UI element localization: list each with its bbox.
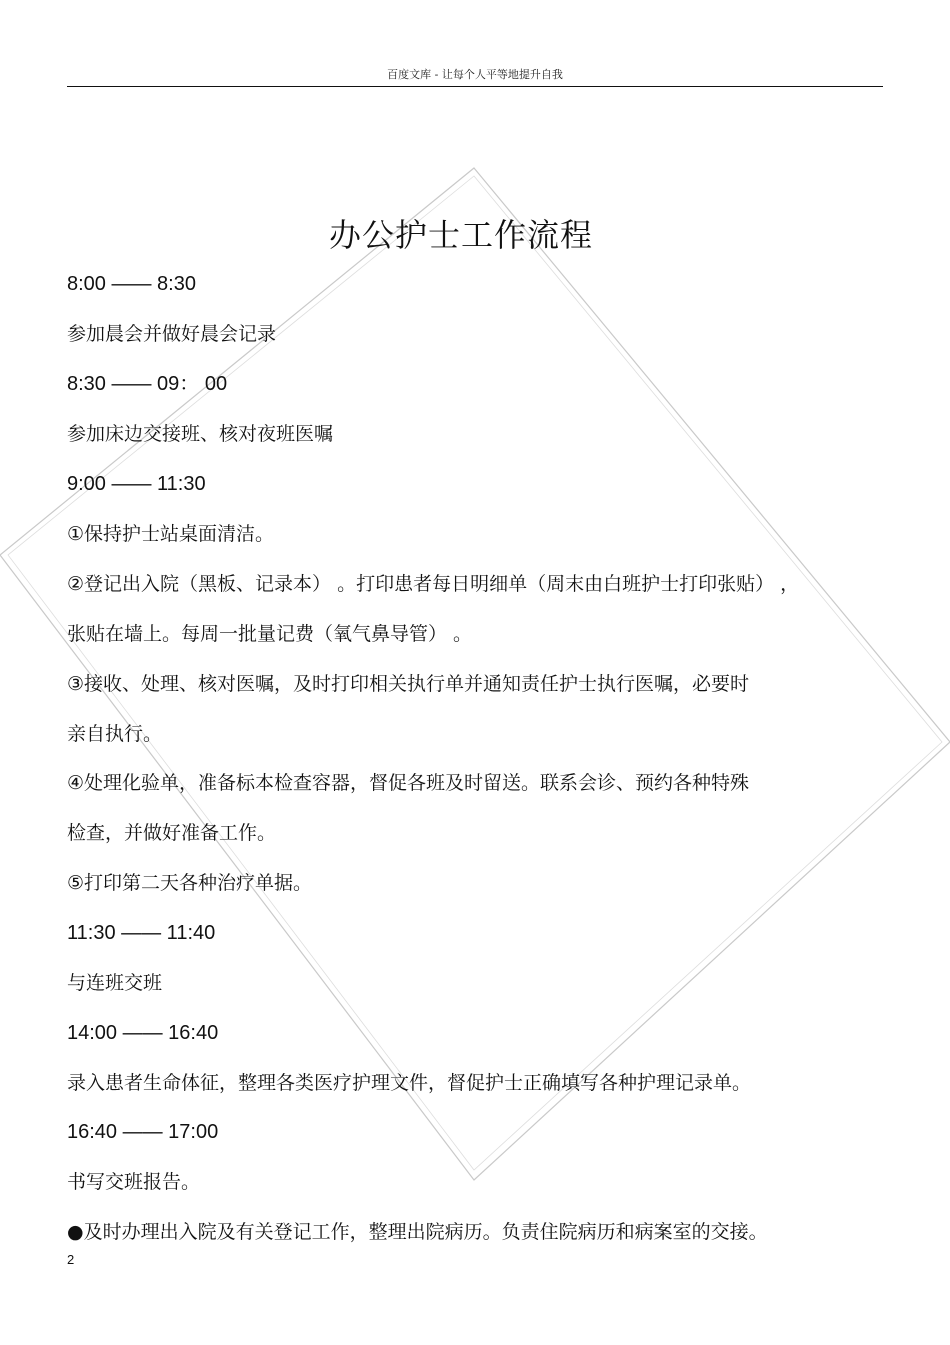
time-slot-5: 14:00 —— 16:40: [67, 1022, 219, 1044]
task-item-3-cont: 亲自执行。: [67, 723, 163, 745]
time-slot-6: 16:40 —— 17:00: [67, 1121, 219, 1143]
task-text: 录入患者生命体征，整理各类医疗护理文件，督促护士正确填写各种护理记录单。: [67, 1072, 752, 1094]
task-text: 参加晨会并做好晨会记录: [67, 323, 277, 345]
bullet-note: ●及时办理出入院及有关登记工作，整理出院病历。负责住院病历和病案室的交接。: [67, 1221, 768, 1243]
task-text: 与连班交班: [67, 972, 163, 994]
task-text: 书写交班报告。: [67, 1171, 201, 1193]
task-item-5: ⑤打印第二天各种治疗单据。: [67, 872, 313, 894]
time-slot-1: 8:00 —— 8:30: [67, 273, 196, 295]
document-title: 办公护士工作流程: [328, 216, 593, 254]
task-item-4-cont: 检查，并做好准备工作。: [67, 822, 277, 844]
header-divider: [67, 86, 883, 87]
time-slot-4: 11:30 —— 11:40: [67, 922, 216, 944]
time-slot-3: 9:00 —— 11:30: [67, 473, 206, 495]
task-item-4: ④处理化验单，准备标本检查容器，督促各班及时留送。联系会诊、预约各种特殊: [67, 772, 750, 794]
task-item-1: ①保持护士站桌面清洁。: [67, 523, 275, 545]
task-text: 参加床边交接班、核对夜班医嘱: [67, 423, 334, 445]
task-item-2: ②登记出入院（黑板、记录本） 。打印患者每日明细单（周末由白班护士打印张贴） ，: [67, 573, 800, 595]
page-number: 2: [67, 1252, 75, 1267]
page-header: 百度文库 - 让每个人平等地提升自我: [387, 68, 563, 81]
task-item-3: ③接收、处理、核对医嘱，及时打印相关执行单并通知责任护士执行医嘱，必要时: [67, 673, 750, 695]
task-item-2-cont: 张贴在墙上。每周一批量记费（氧气鼻导管） 。: [67, 623, 473, 645]
time-slot-2: 8:30 —— 09： 00: [67, 373, 228, 395]
